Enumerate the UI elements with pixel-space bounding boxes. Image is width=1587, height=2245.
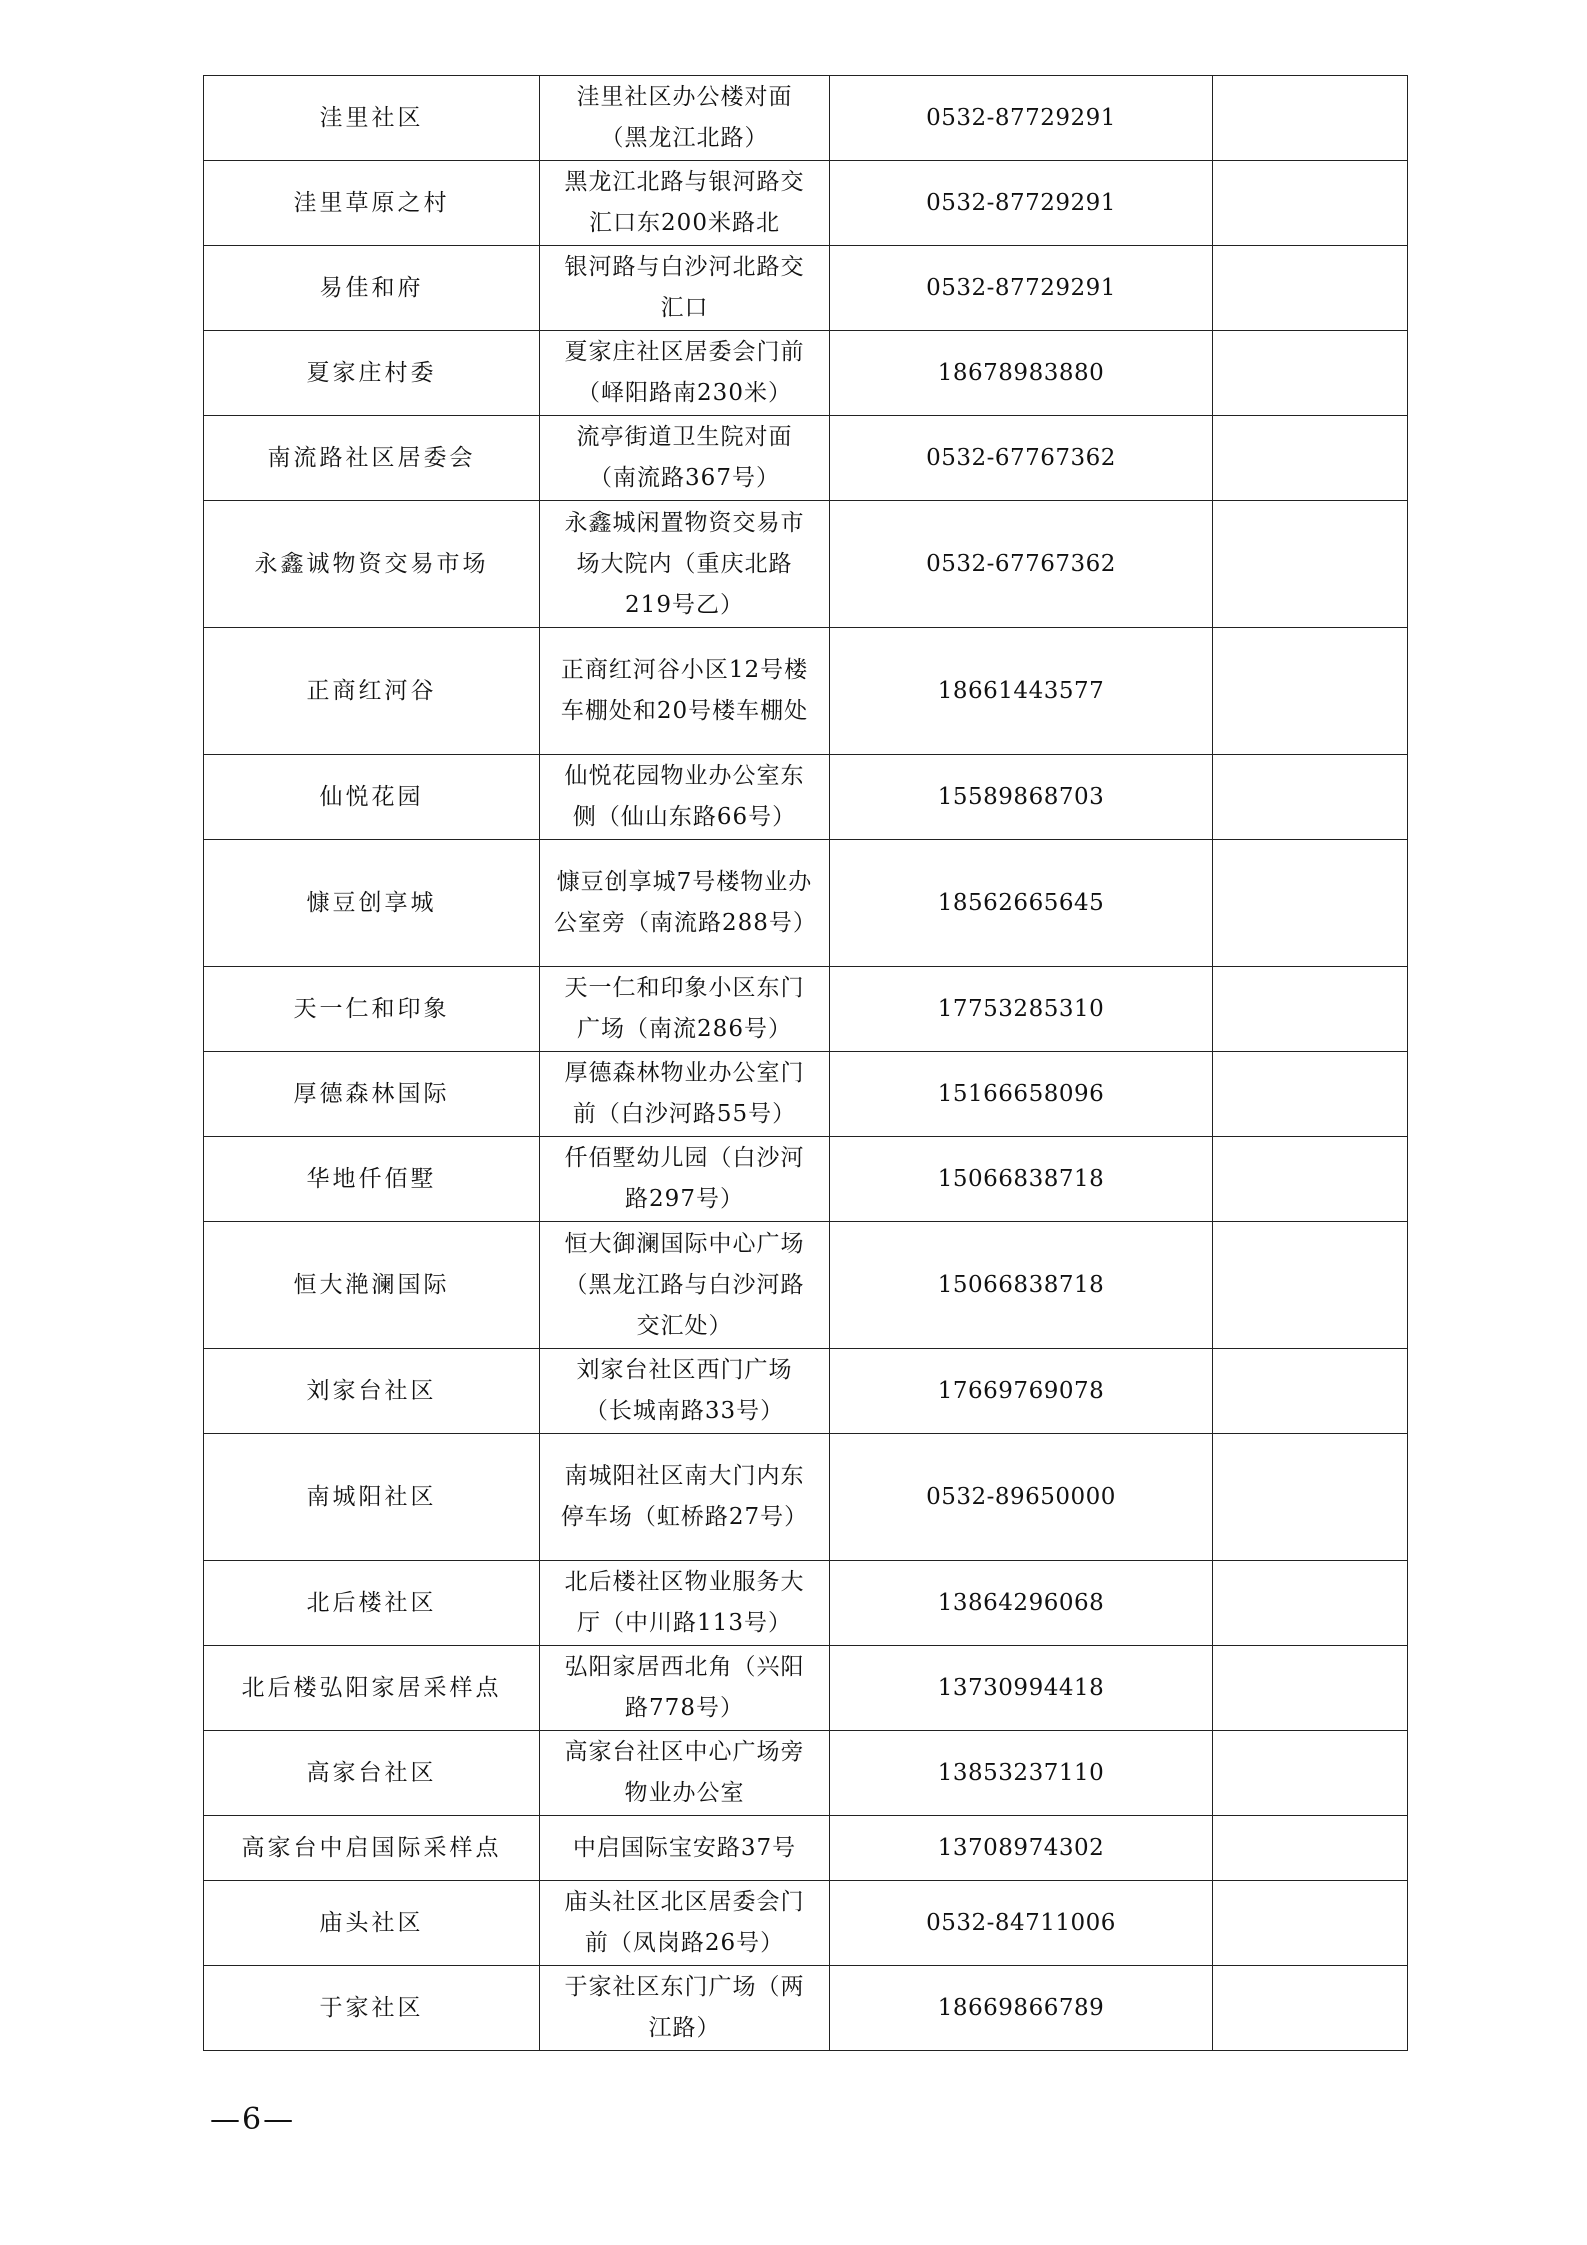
table-row <box>204 1646 1408 1731</box>
site-name-cell: 洼里社区 <box>204 76 540 161</box>
site-name-cell: 厚德森林国际 <box>204 1052 540 1137</box>
site-name-cell: 刘家台社区 <box>204 1349 540 1434</box>
site-phone-cell: 18669866789 <box>830 1966 1213 2051</box>
table-row <box>204 1731 1408 1816</box>
site-phone-cell: 0532-87729291 <box>830 246 1213 331</box>
site-name-cell: 慷豆创享城 <box>204 840 540 967</box>
site-note-cell <box>1213 628 1408 755</box>
table-row <box>204 76 1408 161</box>
table-row <box>204 1966 1408 2051</box>
site-name-cell: 易佳和府 <box>204 246 540 331</box>
table-row <box>204 416 1408 501</box>
site-note-cell <box>1213 1966 1408 2051</box>
table-row <box>204 246 1408 331</box>
site-name-cell: 南流路社区居委会 <box>204 416 540 501</box>
site-address-cell: 正商红河谷小区12号楼车棚处和20号楼车棚处 <box>540 628 830 755</box>
site-address-cell: 高家台社区中心广场旁物业办公室 <box>540 1731 830 1816</box>
site-name-cell: 洼里草原之村 <box>204 161 540 246</box>
site-name-cell: 恒大滟澜国际 <box>204 1222 540 1349</box>
site-phone-cell: 0532-67767362 <box>830 416 1213 501</box>
site-name-cell: 夏家庄村委 <box>204 331 540 416</box>
table-row <box>204 755 1408 840</box>
site-note-cell <box>1213 1731 1408 1816</box>
site-note-cell <box>1213 331 1408 416</box>
site-note-cell <box>1213 755 1408 840</box>
table-row <box>204 1349 1408 1434</box>
site-name-cell: 高家台中启国际采样点 <box>204 1816 540 1881</box>
site-name-cell: 正商红河谷 <box>204 628 540 755</box>
page-number: —6— <box>210 2102 296 2137</box>
site-note-cell <box>1213 1816 1408 1881</box>
table-row <box>204 501 1408 628</box>
site-note-cell <box>1213 840 1408 967</box>
table-row <box>204 1222 1408 1349</box>
site-note-cell <box>1213 501 1408 628</box>
site-address-cell: 刘家台社区西门广场（长城南路33号） <box>540 1349 830 1434</box>
table-row <box>204 840 1408 967</box>
site-address-cell: 庙头社区北区居委会门前（凤岗路26号） <box>540 1881 830 1966</box>
site-note-cell <box>1213 246 1408 331</box>
site-name-cell: 南城阳社区 <box>204 1434 540 1561</box>
site-address-cell: 流亭街道卫生院对面（南流路367号） <box>540 416 830 501</box>
site-phone-cell: 0532-87729291 <box>830 76 1213 161</box>
site-address-cell: 恒大御澜国际中心广场（黑龙江路与白沙河路交汇处） <box>540 1222 830 1349</box>
table-row <box>204 967 1408 1052</box>
table-row <box>204 331 1408 416</box>
site-name-cell: 永鑫诚物资交易市场 <box>204 501 540 628</box>
site-address-cell: 北后楼社区物业服务大厅（中川路113号） <box>540 1561 830 1646</box>
site-note-cell <box>1213 1349 1408 1434</box>
site-name-cell: 于家社区 <box>204 1966 540 2051</box>
site-note-cell <box>1213 1434 1408 1561</box>
site-phone-cell: 13864296068 <box>830 1561 1213 1646</box>
table-row <box>204 1052 1408 1137</box>
site-address-cell: 洼里社区办公楼对面（黑龙江北路） <box>540 76 830 161</box>
table-row <box>204 1816 1408 1881</box>
site-name-cell: 北后楼弘阳家居采样点 <box>204 1646 540 1731</box>
site-phone-cell: 15589868703 <box>830 755 1213 840</box>
site-address-cell: 仙悦花园物业办公室东侧（仙山东路66号） <box>540 755 830 840</box>
site-note-cell <box>1213 1881 1408 1966</box>
site-name-cell: 庙头社区 <box>204 1881 540 1966</box>
site-note-cell <box>1213 1222 1408 1349</box>
site-address-cell: 厚德森林物业办公室门前（白沙河路55号） <box>540 1052 830 1137</box>
site-phone-cell: 17669769078 <box>830 1349 1213 1434</box>
site-address-cell: 夏家庄社区居委会门前（峄阳路南230米） <box>540 331 830 416</box>
site-phone-cell: 18678983880 <box>830 331 1213 416</box>
site-note-cell <box>1213 1646 1408 1731</box>
table-body <box>204 76 1408 2051</box>
site-address-cell: 黑龙江北路与银河路交汇口东200米路北 <box>540 161 830 246</box>
table-row <box>204 628 1408 755</box>
site-name-cell: 高家台社区 <box>204 1731 540 1816</box>
site-note-cell <box>1213 416 1408 501</box>
site-phone-cell: 13853237110 <box>830 1731 1213 1816</box>
site-note-cell <box>1213 1137 1408 1222</box>
site-phone-cell: 13730994418 <box>830 1646 1213 1731</box>
site-note-cell <box>1213 161 1408 246</box>
site-name-cell: 天一仁和印象 <box>204 967 540 1052</box>
table-row <box>204 161 1408 246</box>
site-phone-cell: 0532-89650000 <box>830 1434 1213 1561</box>
site-phone-cell: 0532-67767362 <box>830 501 1213 628</box>
site-name-cell: 北后楼社区 <box>204 1561 540 1646</box>
site-name-cell: 华地仟佰墅 <box>204 1137 540 1222</box>
table-row <box>204 1561 1408 1646</box>
site-name-cell: 仙悦花园 <box>204 755 540 840</box>
site-address-cell: 慷豆创享城7号楼物业办公室旁（南流路288号） <box>540 840 830 967</box>
site-note-cell <box>1213 76 1408 161</box>
site-phone-cell: 18661443577 <box>830 628 1213 755</box>
site-address-cell: 中启国际宝安路37号 <box>540 1816 830 1881</box>
site-note-cell <box>1213 1561 1408 1646</box>
site-address-cell: 天一仁和印象小区东门广场（南流286号） <box>540 967 830 1052</box>
site-note-cell <box>1213 1052 1408 1137</box>
site-address-cell: 永鑫城闲置物资交易市场大院内（重庆北路219号乙） <box>540 501 830 628</box>
site-address-cell: 于家社区东门广场（两江路） <box>540 1966 830 2051</box>
site-note-cell <box>1213 967 1408 1052</box>
site-phone-cell: 15066838718 <box>830 1137 1213 1222</box>
site-address-cell: 银河路与白沙河北路交汇口 <box>540 246 830 331</box>
site-address-cell: 弘阳家居西北角（兴阳路778号） <box>540 1646 830 1731</box>
table-row <box>204 1434 1408 1561</box>
site-phone-cell: 15166658096 <box>830 1052 1213 1137</box>
site-phone-cell: 0532-87729291 <box>830 161 1213 246</box>
site-phone-cell: 15066838718 <box>830 1222 1213 1349</box>
site-phone-cell: 13708974302 <box>830 1816 1213 1881</box>
site-address-cell: 仟佰墅幼儿园（白沙河路297号） <box>540 1137 830 1222</box>
table-row <box>204 1881 1408 1966</box>
table-row <box>204 1137 1408 1222</box>
site-address-cell: 南城阳社区南大门内东停车场（虹桥路27号） <box>540 1434 830 1561</box>
site-phone-cell: 17753285310 <box>830 967 1213 1052</box>
site-phone-cell: 0532-84711006 <box>830 1881 1213 1966</box>
site-phone-cell: 18562665645 <box>830 840 1213 967</box>
testing-sites-table <box>203 75 1408 2051</box>
